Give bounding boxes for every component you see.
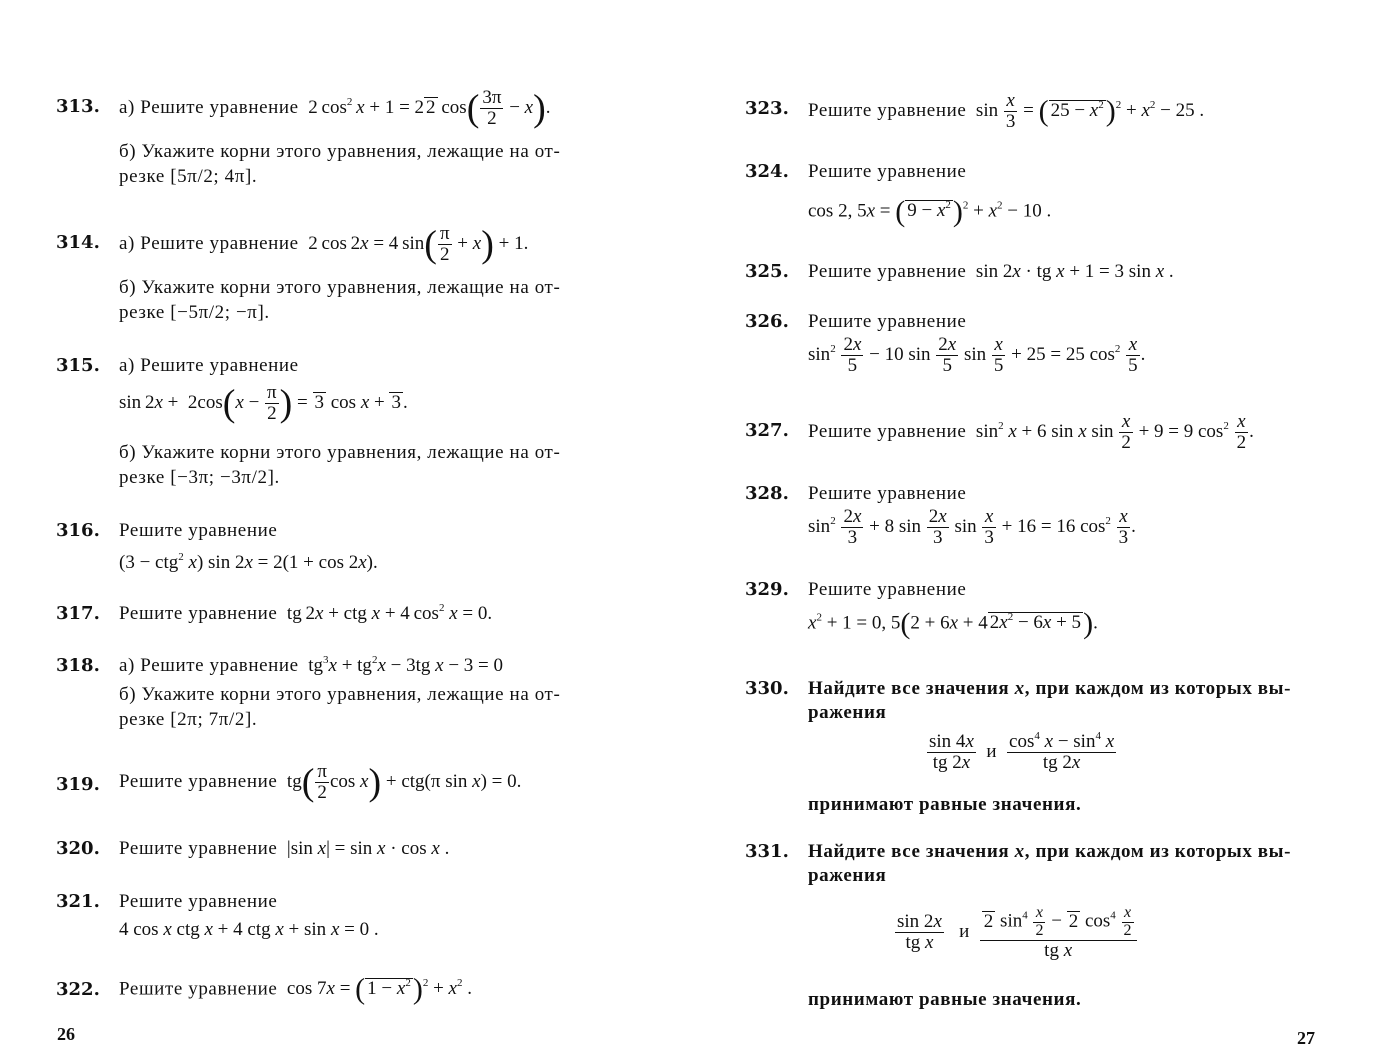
- equation: $tg^3x + tg^2x - 3tg$ x − 3 = 0: [303, 654, 503, 676]
- equation: tg 2x + ctg x + 4 $\cos^2 x = 0$.: [282, 602, 493, 624]
- task-text: принимают равные значения.: [808, 794, 1082, 815]
- equation: $x^2 + 1 = 0$, 5(2 + 6x + 4 $2x^2 - 6x + 5$).: [808, 607, 1098, 640]
- problem-number: 321.: [56, 891, 100, 912]
- task-label: Решите уравнение: [808, 161, 967, 182]
- problem-number: 324.: [745, 161, 789, 182]
- task-label: а) Решите уравнение: [119, 655, 299, 676]
- page-number: 27: [1297, 1028, 1315, 1048]
- task-label: а) Решите уравнение: [119, 96, 299, 118]
- task-var: x: [1014, 678, 1025, 699]
- equation: 2 cos 2x = 4 sin( $\frac{\pi}{2}$ + x) + 1.: [303, 223, 529, 266]
- task-label: Решите уравнение: [808, 483, 967, 504]
- problem-number: 317.: [56, 603, 100, 624]
- right-page: [691, 0, 1382, 1048]
- equation: (3 − ctg$^2$ x) sin 2x = 2(1 + cos 2x).: [119, 551, 378, 573]
- equation: cos 2, 5x = ( $9 - x^2)^2 + x^2 - 10$ .: [808, 195, 1052, 228]
- equation: tg( $\frac{\pi}{2}$ cos x) + ctg(π sin x) = 0.: [282, 761, 522, 804]
- problem-number: 318.: [56, 655, 100, 676]
- task-text: Найдите все значения: [808, 841, 1010, 862]
- task-label: Решите уравнение: [119, 978, 278, 1000]
- left-page: [0, 0, 691, 1045]
- problem-number: 320.: [56, 838, 100, 859]
- problem-number: 315.: [56, 355, 100, 376]
- task-label: Решите уравнение: [808, 261, 967, 282]
- problem-number: 328.: [745, 483, 789, 504]
- equation: |sin x| = sin x · cos x .: [282, 838, 450, 859]
- task-label: Решите уравнение: [808, 420, 967, 442]
- task-b-text: резке: [119, 166, 165, 187]
- task-b-text: б) Укажите корни этого уравнения, лежащие на от-: [119, 277, 561, 298]
- task-b-text: резке: [119, 302, 165, 323]
- task-b-text: резке: [119, 709, 165, 730]
- equation: $\sin^2 x + 6$ sin x sin $\frac{x}{2}$ + 9 = 9 $\cos^2$ $\frac{x}{2}$ .: [971, 411, 1254, 453]
- segment: [5π/2; 4π].: [170, 166, 258, 187]
- segment: [−5π/2; −π].: [170, 302, 270, 323]
- page-number: 26: [57, 1024, 75, 1044]
- equation: sin 2x + 2cos(x − $\frac{\pi}{2}$ ) = 3 cos x + 3 .: [119, 382, 408, 425]
- task-b-text: б) Укажите корни этого уравнения, лежащие на от-: [119, 442, 561, 463]
- segment: [2π; 7π/2].: [170, 709, 258, 730]
- problem-number: 329.: [745, 579, 789, 600]
- task-label: Решите уравнение: [808, 311, 967, 332]
- equation: 4 cos x ctg x + 4 ctg x + sin x = 0 .: [119, 919, 379, 940]
- problem-number: 313.: [56, 96, 100, 117]
- task-label: Решите уравнение: [119, 770, 278, 792]
- problem-number: 331.: [745, 841, 789, 862]
- task-label: Решите уравнение: [119, 520, 278, 541]
- problem-number: 316.: [56, 520, 100, 541]
- task-text: ражения: [808, 865, 887, 886]
- task-text: ражения: [808, 702, 887, 723]
- equation: cos 7x = ( $1 - x^2)^2 + x^2$ .: [282, 973, 472, 1006]
- problem-number: 326.: [745, 311, 789, 332]
- task-label: Решите уравнение: [808, 99, 967, 121]
- segment: [−3π; −3π/2].: [170, 467, 280, 488]
- problem-number: 314.: [56, 232, 100, 253]
- task-text: , при каждом из которых вы-: [1024, 678, 1291, 699]
- task-b-text: б) Укажите корни этого уравнения, лежащие на от-: [119, 684, 561, 705]
- task-label: Решите уравнение: [119, 891, 278, 912]
- task-label: а) Решите уравнение: [119, 355, 299, 376]
- problem-number: 319.: [56, 774, 100, 795]
- task-b-text: резке: [119, 467, 165, 488]
- equation: sin 2x · tg x + 1 = 3 sin x .: [971, 261, 1174, 282]
- task-b-text: б) Укажите корни этого уравнения, лежащие на от-: [119, 141, 561, 162]
- conjunction: и: [959, 921, 970, 943]
- problem-number: 323.: [745, 98, 789, 119]
- task-var: x: [1014, 841, 1025, 862]
- equation: $\sin^2$ $\frac{2x}{3}$ + 8 sin $\frac{2x}{3}$ sin $\frac{x}{3}$ + 16 = 16 $\cos^2$ $\frac{x}{3}$ .: [808, 506, 1136, 548]
- task-text: Найдите все значения: [808, 678, 1010, 699]
- problem-number: 322.: [56, 979, 100, 1000]
- equation: 2 $\cos^2 x + 1 = 2$ 2 cos( $\frac{3\pi}{2}$ − x).: [303, 87, 551, 130]
- problem-number: 327.: [745, 420, 789, 441]
- equation: sin $\frac{x}{3}$ = ( $25 - x^2)^2 + x^2 - 25$ .: [971, 90, 1205, 132]
- task-text: принимают равные значения.: [808, 989, 1082, 1010]
- task-label: Решите уравнение: [808, 579, 967, 600]
- conjunction: и: [986, 740, 997, 762]
- expressions: $\frac{\sin 4x}{tg 2x}$ и $\frac{\cos^4 x - \sin^4 x}{tg 2x}$: [929, 730, 1115, 773]
- problem-number: 330.: [745, 678, 789, 699]
- task-text: , при каждом из которых вы-: [1024, 841, 1291, 862]
- equation: $\sin^2$ $\frac{2x}{5}$ − 10 sin $\frac{2x}{5}$ sin $\frac{x}{5}$ + 25 = 25 $\cos^2$ $\frac{x}{5}$ .: [808, 334, 1146, 376]
- problem-number: 325.: [745, 261, 789, 282]
- task-label: Решите уравнение: [119, 838, 278, 859]
- expressions: $\frac{\sin 2x}{\text{tg x}}$ и 2 $\sin^4$ $\frac{x}{2}$ − 2 $\cos^4$ $\frac{x}{2}$ tg x: [894, 905, 1138, 961]
- task-label: Решите уравнение: [119, 603, 278, 624]
- task-label: а) Решите уравнение: [119, 232, 299, 254]
